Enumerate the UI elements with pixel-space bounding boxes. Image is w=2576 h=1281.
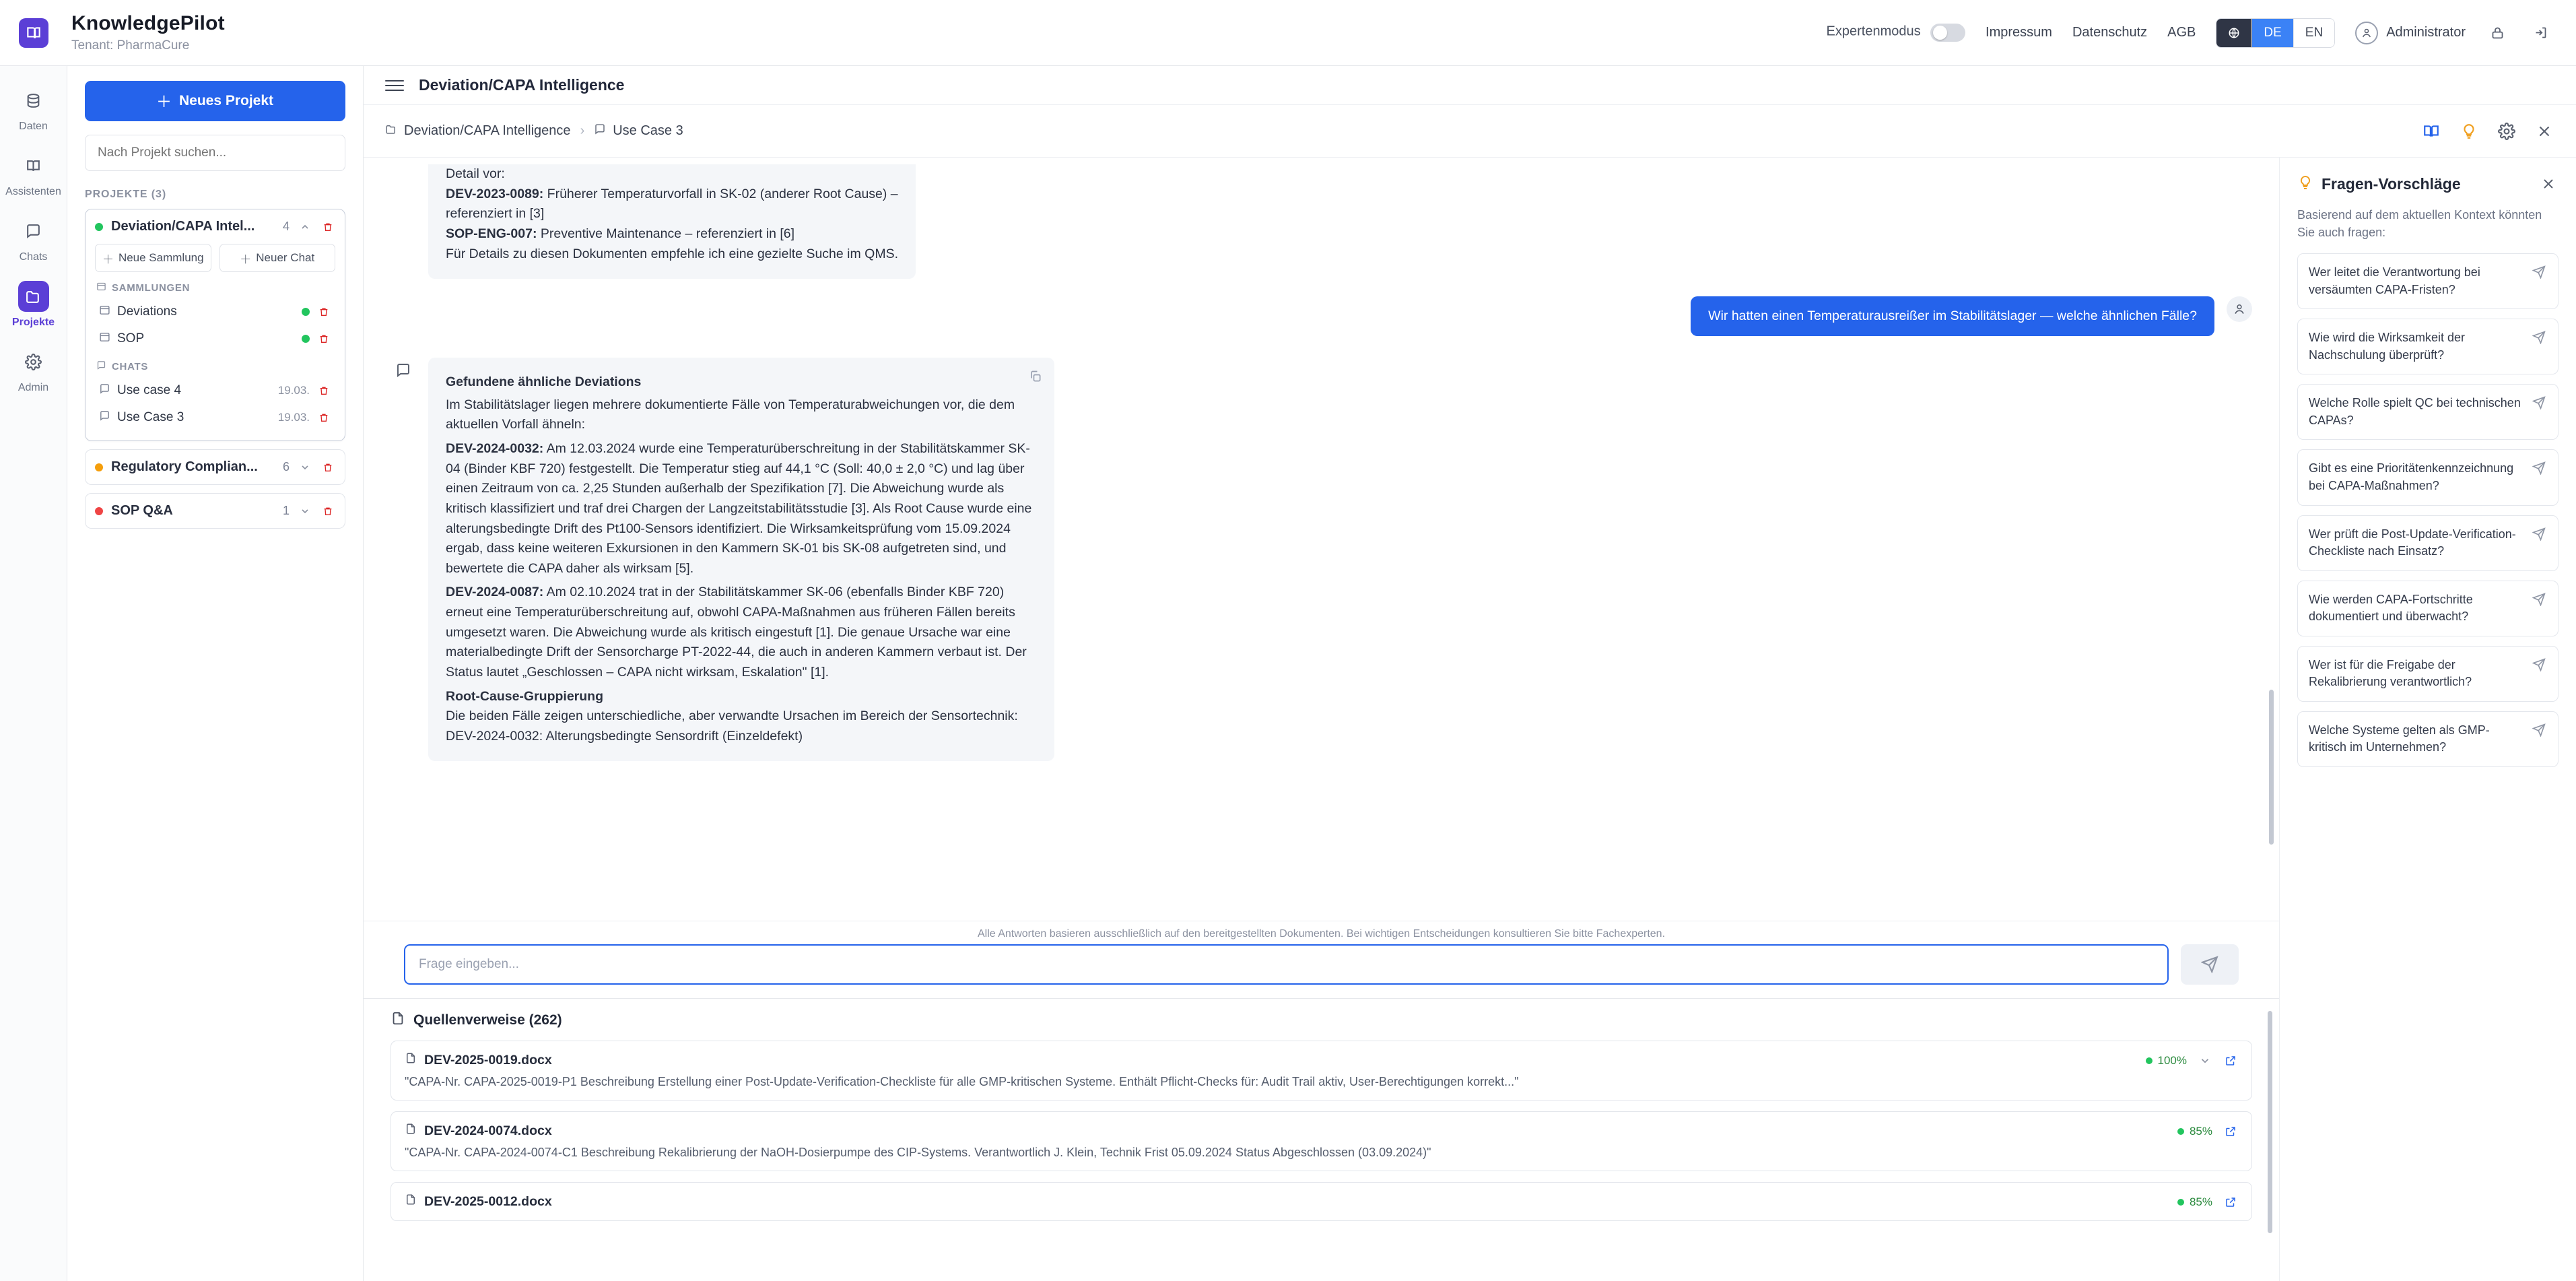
main-header [364, 66, 2576, 105]
user-bubble: Wir hatten einen Temperaturausreißer im Stabilitätslager — welche ähnlichen Fälle? [1691, 296, 2214, 336]
suggestions-panel [2280, 158, 2576, 1281]
chat-name: Use case 4 [117, 383, 182, 397]
brand-text [71, 12, 225, 53]
suggestion-item[interactable] [2297, 646, 2558, 702]
rail-label-chats: Chats [19, 251, 48, 263]
user-message [391, 296, 2252, 336]
toggle-knob [1933, 26, 1947, 40]
assistant-heading: Gefundene ähnliche Deviations [446, 374, 642, 390]
collection-status-dot [302, 308, 310, 316]
breadcrumb-chat-label: Use Case 3 [613, 123, 683, 138]
send-button[interactable] [2181, 944, 2239, 985]
projects-sidebar [67, 66, 364, 1281]
new-collection-button[interactable] [95, 244, 211, 272]
assistant-line-5: Für Details zu diesen Dokumenten empfehle ich eine gezielte Suche im QMS. [446, 246, 898, 261]
language-de-button[interactable]: DE [2252, 19, 2293, 47]
suggestion-text: Wer prüft die Post-Update-Verification-Checkliste nach Einsatz? [2309, 527, 2516, 558]
rail-label-daten: Daten [19, 121, 48, 132]
expert-mode-control[interactable] [1827, 24, 1966, 42]
source-main [405, 1052, 2136, 1089]
source-name-row-3 [405, 1193, 2168, 1210]
link-agb[interactable]: AGB [2167, 25, 2196, 40]
project-actions [95, 244, 335, 272]
score-dot-3 [2177, 1199, 2184, 1206]
suggestions-intro: Basierend auf dem aktuellen Kontext könnten Sie auch fragen: [2297, 208, 2542, 240]
copy-icon[interactable] [1029, 370, 1042, 390]
delete-project-icon-2[interactable] [320, 460, 335, 475]
chat-item-use-case-3[interactable] [95, 404, 335, 431]
delete-project-icon[interactable] [320, 220, 335, 234]
chat-date-2: 19.03. [277, 411, 310, 424]
topbar-right [1827, 18, 2576, 48]
score-value-3: 85% [2189, 1195, 2212, 1208]
rail-label-projekte: Projekte [11, 317, 55, 328]
chats-section-icon [96, 360, 106, 373]
new-project-label: Neues Projekt [178, 93, 274, 108]
sidebar-item-chats[interactable] [5, 216, 62, 263]
send-icon[interactable] [2532, 264, 2547, 282]
new-collection-label: Neue Sammlung [118, 251, 204, 264]
suggestion-text: Wer ist für die Freigabe der Rekalibrierung verantwortlich? [2309, 657, 2472, 689]
project-header-2[interactable] [86, 450, 345, 484]
database-icon [18, 85, 49, 116]
new-chat-button[interactable] [219, 244, 336, 272]
source-name: DEV-2025-0019.docx [424, 1052, 552, 1068]
language-globe-icon[interactable] [2216, 19, 2252, 47]
settings-gear-icon[interactable] [2497, 121, 2517, 141]
folder-small-icon [385, 123, 397, 139]
assistant-line-4 [446, 224, 898, 244]
file-icon-2 [405, 1123, 417, 1139]
assistant-line-2 [446, 185, 898, 205]
project-count: 4 [282, 220, 290, 233]
user-name: Administrator [2386, 25, 2466, 40]
file-icon [405, 1052, 417, 1068]
sidebar-item-projekte[interactable] [5, 281, 62, 329]
assistant-bubble-partial [428, 164, 916, 279]
sources-scrollbar[interactable] [2268, 1011, 2272, 1233]
send-icon[interactable] [2532, 526, 2547, 544]
tenant-label: Tenant: PharmaCure [71, 38, 190, 53]
logout-icon[interactable] [2529, 22, 2552, 44]
lightbulb-icon[interactable] [2459, 121, 2479, 141]
source-snippet-2: "CAPA-Nr. CAPA-2024-0074-C1 Beschreibung Rekalibrierung der NaOH-Dosierpumpe des CIP-Systems. Verantwortlich J. Klein, Technik Frist 05.09.2024 Status Abgeschlossen (03.09.2024)" [405, 1146, 1431, 1159]
close-icon[interactable] [2534, 121, 2554, 141]
source-item[interactable] [391, 1111, 2252, 1171]
sources-title-row [391, 1011, 2252, 1030]
chat-bubble-icon [99, 383, 110, 398]
case-0-body: Am 12.03.2024 wurde eine Temperaturüberschreitung in der Stabilitätskammer SK-04 (Binder KBF 720) festgestellt. Die Temperatur stieg auf 44,1 °C (Soll: 40,0 ± 2,0 °C) und lag über einen Zeitraum von ca. 2,25 Stunden außerhalb der Spezifikation [7]. Die Abweichung wurde als kritisch klassifiziert und traf drei Chargen der Langzeitstabilitätsstudie [3]. Als Root Cause wurde eine alterungsbedingte Drift des Pt100-Sensors identifiziert. Die Wirksamkeitsprüfung vom 15.09.2024 ergab, dass keine weiteren Exkursionen in den Kammern SK-01 bis SK-08 aufgetreten sind, und bewertete die CAPA daher als wirksam [5]. [446, 441, 1032, 576]
chat-scrollbar[interactable] [2269, 690, 2274, 845]
source-name-row-2 [405, 1123, 2168, 1139]
brand-logo-block [0, 0, 67, 66]
plus-icon-small-2: ＋ [240, 253, 252, 266]
breadcrumb-separator: › [580, 123, 585, 138]
source-item[interactable] [391, 1182, 2252, 1221]
page-title: Deviation/CAPA Intelligence [419, 76, 625, 94]
breadcrumb-chat[interactable] [594, 123, 683, 139]
dev-2023-0089-id: DEV-2023-0089: [446, 186, 544, 201]
sidebar-item-admin[interactable] [5, 346, 62, 394]
suggestion-text: Welche Rolle spielt QC bei technischen CAPAs? [2309, 396, 2521, 427]
breadcrumb-project[interactable] [385, 123, 571, 139]
expert-mode-label: Expertenmodus [1826, 24, 1921, 39]
delete-chat-icon-2[interactable] [316, 410, 331, 425]
source-main-2 [405, 1123, 2168, 1160]
source-name-row [405, 1052, 2136, 1068]
rail-label-assistenten: Assistenten [5, 186, 61, 197]
expand-chevron-icon[interactable] [2198, 1053, 2212, 1068]
breadcrumb-project-label: Deviation/CAPA Intelligence [404, 123, 571, 138]
breadcrumb-bar [364, 105, 2576, 158]
plus-icon: ＋ [156, 94, 171, 110]
app-title: KnowledgePilot [71, 12, 225, 34]
project-body [86, 244, 345, 440]
user-avatar-icon [2227, 296, 2252, 322]
source-name-3: DEV-2025-0012.docx [424, 1193, 552, 1209]
assistant-bubble [428, 358, 1054, 761]
suggestions-close-icon[interactable] [2538, 174, 2558, 194]
chat-item-use-case-4[interactable] [95, 377, 335, 404]
source-score [2146, 1054, 2187, 1068]
chat-column [364, 158, 2280, 1281]
expert-mode-toggle[interactable] [1930, 24, 1965, 42]
folder-icon [18, 281, 49, 312]
sources-title: Quellenverweise (262) [413, 1012, 562, 1028]
status-dot [95, 223, 103, 231]
project-card-deviation-capa[interactable] [85, 209, 345, 441]
book-icon [18, 150, 49, 181]
suggestion-text: Gibt es eine Prioritätenkennzeichnung bei CAPA-Maßnahmen? [2309, 461, 2514, 493]
project-header[interactable] [86, 209, 345, 244]
app-body [0, 66, 2576, 1281]
source-main-3 [405, 1193, 2168, 1210]
chat-icon [18, 216, 49, 247]
new-project-button[interactable] [85, 81, 345, 121]
collection-doc-icon-2 [99, 331, 110, 346]
suggestion-text: Wie wird die Wirksamkeit der Nachschulung überprüft? [2309, 331, 2466, 362]
suggestion-item[interactable] [2297, 515, 2558, 571]
send-icon[interactable] [2532, 722, 2547, 740]
chevron-down-icon[interactable] [298, 460, 312, 475]
content-area [364, 158, 2576, 1281]
project-count-2: 6 [282, 460, 290, 473]
chat-scroll-area[interactable] [364, 158, 2279, 921]
source-meta-3 [2177, 1193, 2238, 1210]
project-name: Deviation/CAPA Intel... [111, 219, 255, 234]
collection-item-deviations[interactable] [95, 298, 335, 325]
assistant-intro: Im Stabilitätslager liegen mehrere dokumentierte Fälle von Temperaturabweichungen vor, die dem aktuellen Vorfall ähneln: [446, 397, 1015, 432]
project-search[interactable] [85, 135, 345, 171]
suggestion-item[interactable] [2297, 711, 2558, 767]
main-panel [364, 66, 2576, 1281]
assistant-avatar-icon [391, 358, 416, 383]
suggestion-item[interactable] [2297, 449, 2558, 505]
rail-label-admin: Admin [18, 382, 49, 393]
messages [364, 164, 2279, 761]
menu-icon[interactable] [385, 80, 404, 91]
source-meta [2146, 1052, 2238, 1068]
project-card-regulatory-compliance[interactable] [85, 449, 345, 485]
send-icon[interactable] [2532, 591, 2547, 610]
delete-project-icon-3[interactable] [320, 504, 335, 519]
link-datenschutz[interactable]: Datenschutz [2072, 25, 2148, 40]
suggestion-item[interactable] [2297, 319, 2558, 374]
status-dot-3 [95, 507, 103, 515]
plus-icon-small: ＋ [102, 253, 114, 266]
open-external-icon-3[interactable] [2223, 1195, 2238, 1210]
lock-icon[interactable] [2486, 22, 2509, 44]
collection-icon [96, 282, 106, 294]
gear-icon [18, 346, 49, 377]
delete-chat-icon[interactable] [316, 383, 331, 398]
status-dot-2 [95, 463, 103, 471]
assistant-line-3: referenziert in [3] [446, 206, 545, 222]
app-logo-icon [19, 18, 48, 48]
open-external-icon-2[interactable] [2223, 1124, 2238, 1139]
sidebar-item-assistenten[interactable] [5, 150, 62, 198]
assistant-message-partial [391, 164, 2252, 279]
sop-eng-007-text: Preventive Maintenance – referenziert in [6] [537, 226, 795, 241]
chat-name-2: Use Case 3 [117, 410, 184, 424]
top-bar [0, 0, 2576, 66]
file-icon-3 [405, 1193, 417, 1210]
case-1-body: Am 02.10.2024 trat in der Stabilitätskammer SK-06 (ebenfalls Binder KBF 720) erneut eine Temperaturüberschreitung auf, obwohl CAPA-Maßnahmen aus früheren Fällen bereits umgesetzt waren. Die Abweichung wurde als kritisch eingestuft [1]. Die genaue Ursache war eine materialbedingte Drift der Sensorcharge PT-2022-44, die auch in anderen Kammern verbaut ist. Der Status lautet „Geschlossen – CAPA nicht wirksam, Eskalation" [1]. [446, 585, 1027, 680]
collections-label: SAMMLUNGEN [112, 282, 191, 294]
collection-item-sop[interactable] [95, 325, 335, 352]
project-name-3: SOP Q&A [111, 503, 173, 518]
score-dot [2146, 1057, 2153, 1064]
score-value-2: 85% [2189, 1125, 2212, 1138]
suggestion-item[interactable] [2297, 384, 2558, 440]
left-nav-rail [0, 66, 67, 1281]
collection-name: Deviations [117, 304, 177, 319]
assistant-avatar-placeholder [391, 164, 416, 190]
suggestions-title: Fragen-Vorschläge [2321, 174, 2461, 193]
chat-input[interactable] [404, 944, 2169, 985]
source-item[interactable] [391, 1041, 2252, 1101]
chevron-down-icon-2[interactable] [298, 504, 312, 519]
send-icon[interactable] [2532, 657, 2547, 675]
source-name-2: DEV-2024-0074.docx [424, 1123, 552, 1138]
chats-label: CHATS [112, 361, 149, 372]
chat-disclaimer: Alle Antworten basieren ausschließlich auf den bereitgestellten Dokumenten. Bei wichtigen Entscheidungen konsultieren Sie bitte Fachexperten. [364, 921, 2279, 944]
chat-composer [364, 944, 2279, 998]
suggestion-text: Wie werden CAPA-Fortschritte dokumentiert und überwacht? [2309, 592, 2473, 624]
project-card-sop-qa[interactable] [85, 493, 345, 529]
case-0-id: DEV-2024-0032: [446, 441, 544, 456]
source-score-2 [2177, 1125, 2212, 1138]
project-header-3[interactable] [86, 494, 345, 528]
document-icon [391, 1011, 405, 1030]
language-en-button[interactable]: EN [2294, 19, 2334, 47]
new-chat-label: Neuer Chat [256, 251, 315, 264]
send-icon[interactable] [2532, 395, 2547, 413]
collection-name-2: SOP [117, 331, 145, 346]
sidebar-item-daten[interactable] [5, 85, 62, 133]
source-snippet: "CAPA-Nr. CAPA-2025-0019-P1 Beschreibung Erstellung einer Post-Update-Verification-Checkliste für alle GMP-kritischen Systeme. Enthält Pflicht-Checks für: Audit Trail aktiv, User-Berechtigungen korrekt..." [405, 1075, 1519, 1088]
search-input[interactable] [96, 145, 334, 161]
source-meta-2 [2177, 1123, 2238, 1139]
send-icon[interactable] [2532, 329, 2547, 348]
breadcrumb-actions [2421, 121, 2554, 141]
suggestions-header [2297, 174, 2558, 194]
suggestion-text: Wer leitet die Verantwortung bei versäumten CAPA-Fristen? [2309, 265, 2480, 296]
project-count-3: 1 [282, 504, 290, 517]
chat-date: 19.03. [277, 384, 310, 397]
avatar [2355, 22, 2378, 44]
sop-eng-007-id: SOP-ENG-007: [446, 226, 537, 241]
projects-section-label: PROJEKTE (3) [85, 189, 167, 200]
delete-collection-icon[interactable] [316, 304, 331, 319]
grouping-last: DEV-2024-0032: Alterungsbedingte Sensordrift (Einzeldefekt) [446, 728, 803, 744]
collection-status-dot-2 [302, 335, 310, 343]
case-0 [446, 439, 1037, 579]
score-dot-2 [2177, 1128, 2184, 1135]
project-name-2: Regulatory Complian... [111, 459, 258, 474]
chevron-up-icon[interactable] [298, 220, 312, 234]
dev-2023-0089-text: Früherer Temperaturvorfall in SK-02 (anderer Root Cause) – [543, 186, 898, 201]
chat-small-icon [594, 123, 606, 139]
source-score-3 [2177, 1195, 2212, 1209]
send-icon[interactable] [2532, 460, 2547, 478]
suggestion-item[interactable] [2297, 253, 2558, 309]
chats-label-row [96, 360, 335, 373]
sources-panel [364, 998, 2279, 1281]
chat-bubble-icon-2 [99, 410, 110, 425]
book-open-icon[interactable] [2421, 121, 2441, 141]
collections-label-row [96, 282, 335, 294]
suggestion-text: Welche Systeme gelten als GMP-kritisch im Unternehmen? [2309, 723, 2490, 754]
score-value: 100% [2157, 1054, 2187, 1067]
delete-collection-icon-2[interactable] [316, 331, 331, 346]
case-1 [446, 583, 1037, 682]
user-menu[interactable] [2355, 22, 2466, 44]
assistant-message [391, 358, 2252, 761]
suggestion-item[interactable] [2297, 581, 2558, 636]
link-impressum[interactable]: Impressum [1986, 25, 2052, 40]
grouping-heading: Root-Cause-Gruppierung [446, 688, 603, 704]
open-external-icon[interactable] [2223, 1053, 2238, 1068]
collection-doc-icon [99, 304, 110, 319]
grouping-text: Die beiden Fälle zeigen unterschiedliche, aber verwandte Ursachen im Bereich der Sensortechnik: [446, 709, 1018, 724]
language-switcher[interactable] [2216, 18, 2335, 48]
assistant-line-1: Detail vor: [446, 166, 505, 181]
lightbulb-icon-small [2297, 174, 2313, 194]
case-1-id: DEV-2024-0087: [446, 585, 544, 600]
